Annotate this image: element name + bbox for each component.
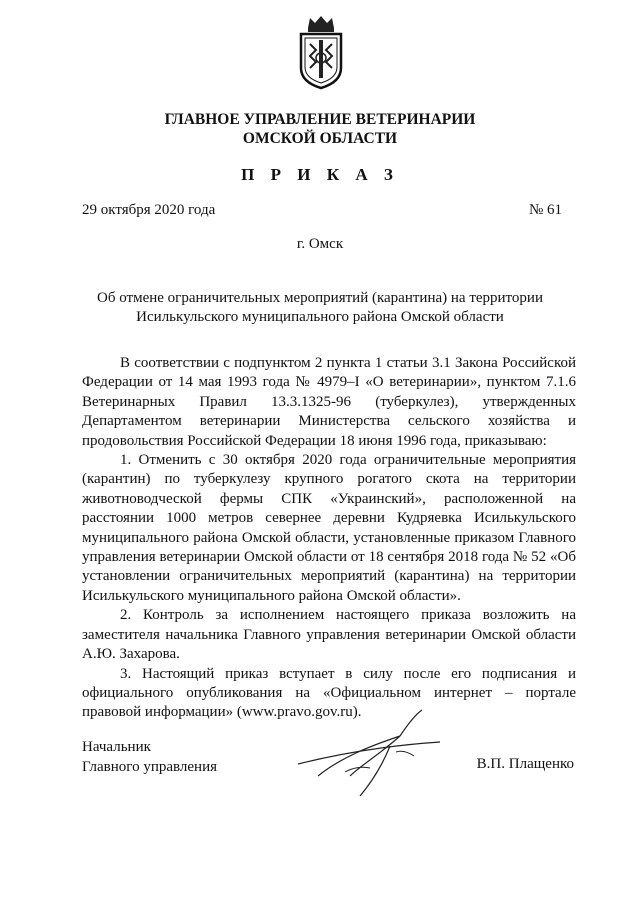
signatory-position-line1: Начальник <box>82 739 151 755</box>
document-body <box>82 354 576 723</box>
subject-line1: Об отмене ограничительных мероприятий (карантина) на территории <box>97 290 543 306</box>
document-city: г. Омск <box>296 236 344 252</box>
body-item-3: 3. Настоящий приказ вступает в силу после его подписания и официального опубликования на «Официальном интернет – портале правовой информации» (www.pravo.gov.ru). <box>82 665 576 721</box>
document-subject <box>90 289 550 327</box>
handwritten-signature <box>290 706 450 800</box>
organization-name-line1: ГЛАВНОЕ УПРАВЛЕНИЕ ВЕТЕРИНАРИИ <box>164 111 476 128</box>
body-item-1: 1. Отменить с 30 октября 2020 года ограничительные мероприятия (карантин) по туберкулезу крупного рогатого скота на территории животноводческой фермы СПК «Украинский», расположенной на расстоянии 1000 метров севернее деревни Кудряевка Исилькульского муниципального района Омской области, установленные приказом Главного управления ветеринарии Омской области от 18 сентября 2018 года № 52 «Об установлении ограничительных мероприятий (карантина) на территории Исилькульского муниципального района Омской области». <box>82 452 576 604</box>
signatory-position <box>82 738 217 777</box>
subject-line2: Исилькульского муниципального района Омской области <box>136 309 504 325</box>
coat-of-arms-emblem <box>296 14 346 90</box>
document-number: № 61 <box>528 202 562 218</box>
body-preamble: В соответствии с подпунктом 2 пункта 1 статьи 3.1 Закона Российской Федерации от 14 мая 1993 года № 4979–I «О ветеринарии», пунктом 7.1.6 Ветеринарных Правил 13.3.1325-96 (туберкулез), утвержденных Департаментом ветеринарии Министерства сельского хозяйства и продовольствия Российской Федерации 18 июня 1996 года, приказываю: <box>82 355 576 449</box>
body-item-2: 2. Контроль за исполнением настоящего приказа возложить на заместителя начальника Главного управления ветеринарии Омской области А.Ю. Захарова. <box>82 607 576 663</box>
document-title: П Р И К А З <box>241 165 399 184</box>
signatory-position-line2: Главного управления <box>82 758 217 775</box>
organization-name-line2: ОМСКОЙ ОБЛАСТИ <box>242 130 398 147</box>
signatory-name: В.П. Плащенко <box>476 756 574 772</box>
document-date: 29 октября 2020 года <box>82 202 216 218</box>
